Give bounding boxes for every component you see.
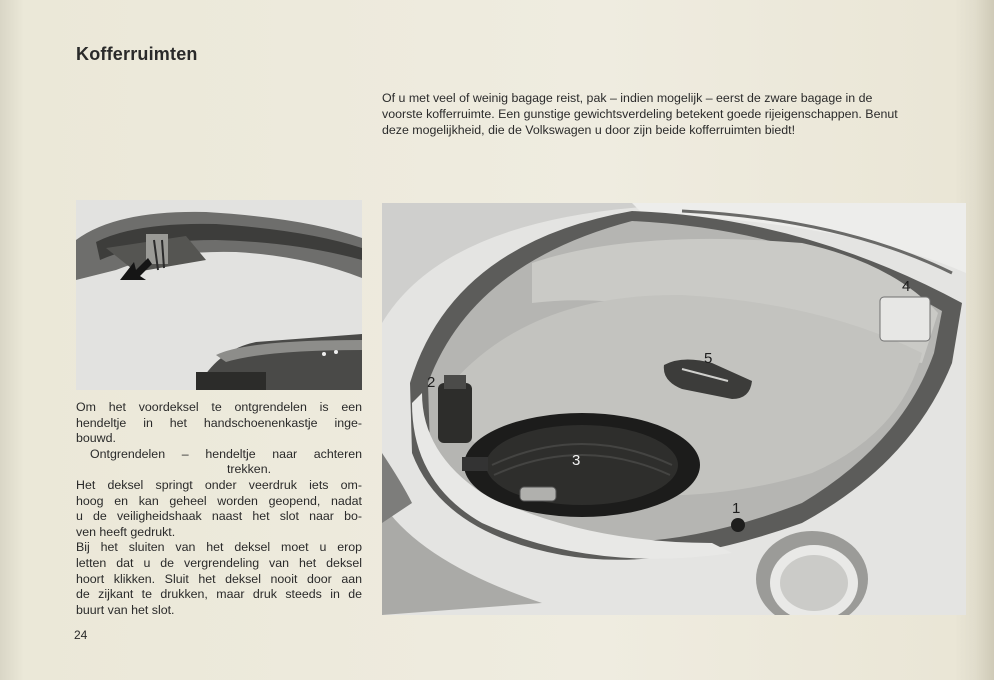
instruction-line: letten dat u de vergrendeling van het deksel — [76, 555, 362, 570]
page-number: 24 — [74, 628, 88, 642]
instruction-line: Het deksel springt onder veerdruk iets om- — [76, 477, 362, 492]
instruction-line: ven heeft gedrukt. — [76, 524, 176, 539]
instruction-line: Bij het sluiten van het deksel moet u erop — [76, 540, 362, 555]
intro-line: voorste kofferruimte. Een gunstige gewichtsverdeling betekent goede rijeigenschappen. Benut — [382, 107, 898, 121]
instruction-line: hendeltje in het handschoenenkastje inge- — [76, 415, 362, 430]
instruction-line: bouwd. — [76, 431, 116, 446]
instruction-line: Ontgrendelen – hendeltje naar achteren — [90, 446, 362, 461]
instruction-line: hoog en kan geheel worden geopend, nadat — [76, 493, 362, 508]
trunk-label-1: 1 — [732, 500, 741, 517]
page-title: Kofferruimten — [76, 44, 198, 64]
instruction-line: buurt van het slot. — [76, 602, 175, 617]
instruction-line: de zijkant te drukken, maar druk steeds in de — [76, 587, 362, 602]
intro-line: deze mogelijkheid, die de Volkswagen u door zijn beide kofferruimten biedt! — [382, 123, 796, 137]
intro-paragraph — [382, 90, 972, 138]
hood-release-photo — [76, 200, 362, 390]
trunk-label-4: 4 — [902, 278, 911, 295]
trunk-label-5: 5 — [704, 350, 713, 367]
instruction-line: u de veiligheidshaak naast het slot naar bo- — [76, 509, 362, 524]
instruction-text — [76, 400, 362, 618]
intro-line: Of u met veel of weinig bagage reist, pak – indien mogelijk – eerst de zware bagage in de — [382, 91, 873, 105]
instruction-line: hoort klikken. Sluit het deksel nooit door aan — [76, 571, 362, 586]
front-trunk-photo — [382, 203, 966, 615]
instruction-line: trekken. — [226, 462, 272, 477]
trunk-label-3: 3 — [572, 452, 581, 469]
page-edge — [976, 0, 994, 680]
trunk-label-2: 2 — [427, 374, 436, 391]
instruction-line: Om het voordeksel te ontgrendelen is een — [76, 400, 362, 414]
